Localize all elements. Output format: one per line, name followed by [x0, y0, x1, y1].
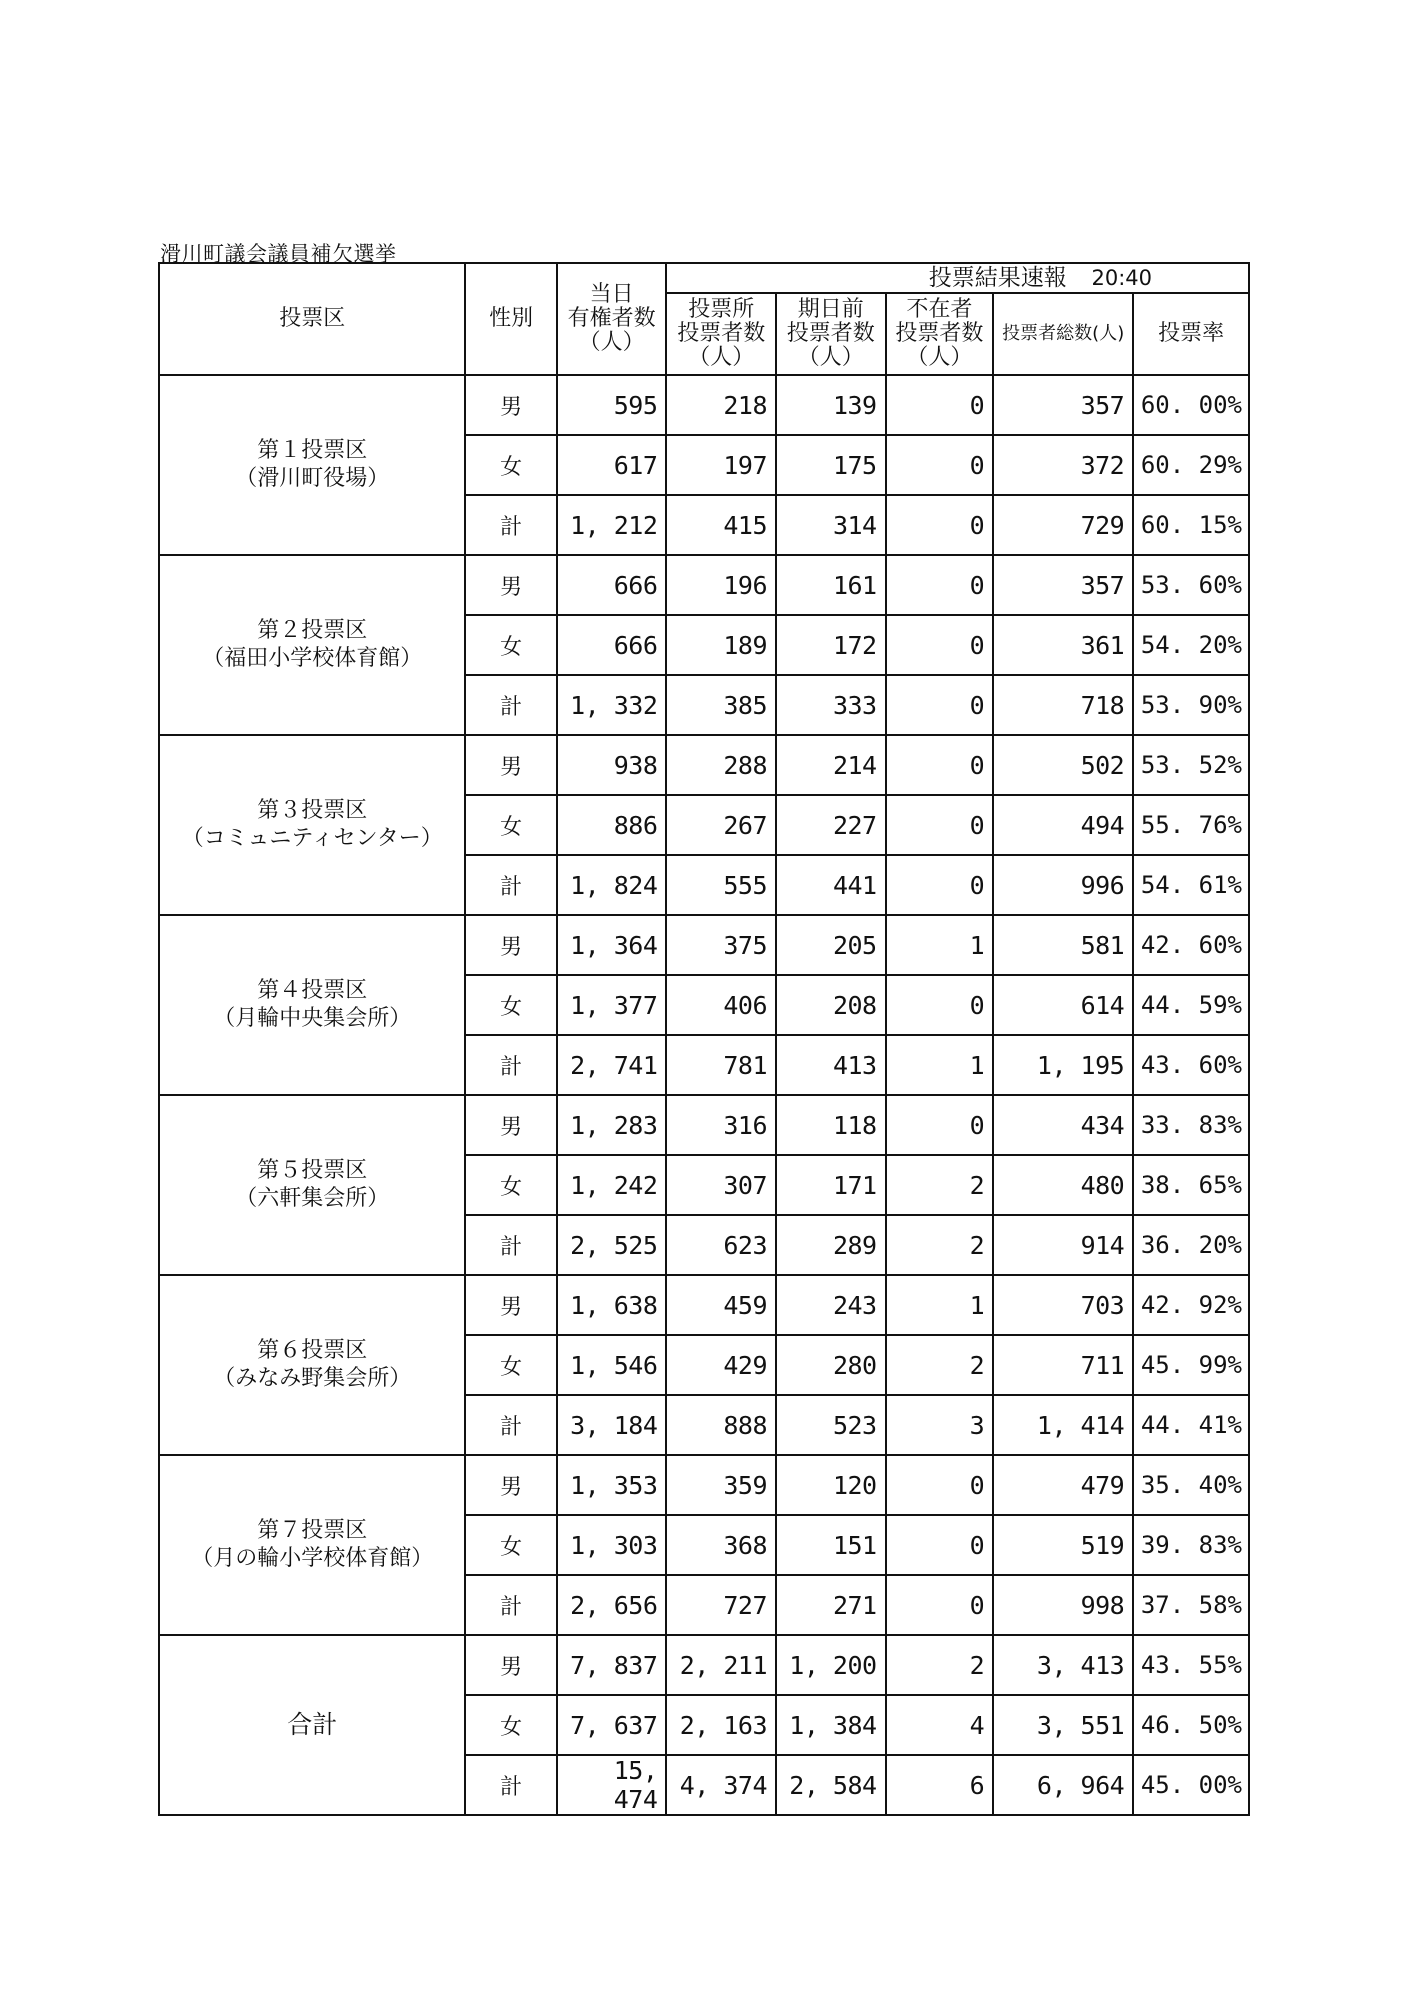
header-early-line3: （人） [797, 345, 864, 370]
early-cell: 1, 384 [776, 1695, 886, 1755]
district-name: 第４投票区 [257, 978, 368, 1003]
total-cell: 502 [993, 735, 1133, 795]
sex-cell: 計 [465, 855, 556, 915]
polling-cell: 781 [666, 1035, 776, 1095]
absentee-cell: 0 [886, 975, 994, 1035]
polling-cell: 267 [666, 795, 776, 855]
total-cell: 357 [993, 555, 1133, 615]
total-cell: 494 [993, 795, 1133, 855]
polling-cell: 415 [666, 495, 776, 555]
absentee-cell: 0 [886, 1455, 994, 1515]
total-cell: 1, 414 [993, 1395, 1133, 1455]
header-polling [666, 293, 776, 375]
absentee-cell: 1 [886, 915, 994, 975]
rate-cell: 33. 83% [1133, 1095, 1249, 1155]
early-cell: 175 [776, 435, 886, 495]
district-name: 第５投票区 [257, 1158, 368, 1183]
total-cell: 372 [993, 435, 1133, 495]
rate-cell: 37. 58% [1133, 1575, 1249, 1635]
district-name-cell [159, 735, 465, 915]
polling-cell: 2, 211 [666, 1635, 776, 1695]
district-name: 第７投票区 [257, 1518, 368, 1543]
district-name: 第１投票区 [257, 438, 368, 463]
eligible-cell: 1, 364 [557, 915, 667, 975]
total-cell: 729 [993, 495, 1133, 555]
rate-cell: 60. 29% [1133, 435, 1249, 495]
early-cell: 2, 584 [776, 1755, 886, 1815]
results-table [158, 262, 1250, 1816]
rate-cell: 42. 92% [1133, 1275, 1249, 1335]
early-cell: 333 [776, 675, 886, 735]
absentee-cell: 4 [886, 1695, 994, 1755]
sex-cell: 計 [465, 1395, 556, 1455]
sex-cell: 計 [465, 1215, 556, 1275]
absentee-cell: 1 [886, 1035, 994, 1095]
total-cell: 996 [993, 855, 1133, 915]
document-title: 滑川町議会議員補欠選挙 [160, 242, 397, 266]
header-early-line1: 期日前 [797, 297, 864, 322]
total-cell: 480 [993, 1155, 1133, 1215]
eligible-cell: 1, 546 [557, 1335, 667, 1395]
sex-cell: 男 [465, 1635, 556, 1695]
table-row [159, 735, 1249, 795]
early-cell: 171 [776, 1155, 886, 1215]
district-name-cell [159, 1455, 465, 1635]
header-district: 投票区 [159, 263, 465, 375]
early-cell: 243 [776, 1275, 886, 1335]
table-row [159, 1095, 1249, 1155]
eligible-cell: 1, 242 [557, 1155, 667, 1215]
banner-label: 投票結果速報 [928, 265, 1067, 291]
rate-cell: 45. 00% [1133, 1755, 1249, 1815]
polling-cell: 727 [666, 1575, 776, 1635]
district-name-cell [159, 375, 465, 555]
district-name-cell [159, 1095, 465, 1275]
rate-cell: 60. 15% [1133, 495, 1249, 555]
district-place: （六軒集会所） [235, 1186, 390, 1211]
district-place: （月輪中央集会所） [213, 1006, 412, 1031]
header-early-line2: 投票者数 [786, 321, 875, 346]
eligible-cell: 595 [557, 375, 667, 435]
absentee-cell: 0 [886, 435, 994, 495]
district-place: （みなみ野集会所） [213, 1366, 412, 1391]
total-cell: 718 [993, 675, 1133, 735]
sex-cell: 男 [465, 375, 556, 435]
early-cell: 413 [776, 1035, 886, 1095]
early-cell: 139 [776, 375, 886, 435]
absentee-cell: 0 [886, 615, 994, 675]
eligible-cell: 1, 332 [557, 675, 667, 735]
eligible-cell: 1, 638 [557, 1275, 667, 1335]
sex-cell: 女 [465, 435, 556, 495]
early-cell: 161 [776, 555, 886, 615]
results-body [159, 375, 1249, 1815]
polling-cell: 368 [666, 1515, 776, 1575]
absentee-cell: 2 [886, 1155, 994, 1215]
banner-time: 20:40 [1091, 266, 1152, 290]
absentee-cell: 2 [886, 1215, 994, 1275]
early-cell: 205 [776, 915, 886, 975]
early-cell: 120 [776, 1455, 886, 1515]
header-eligible-line1: 当日 [589, 282, 634, 307]
absentee-cell: 0 [886, 555, 994, 615]
polling-cell: 316 [666, 1095, 776, 1155]
polling-cell: 385 [666, 675, 776, 735]
sex-cell: 男 [465, 1275, 556, 1335]
district-place: （コミュニティセンター） [181, 826, 443, 851]
sex-cell: 女 [465, 615, 556, 675]
table-row [159, 1455, 1249, 1515]
polling-cell: 288 [666, 735, 776, 795]
eligible-cell: 1, 353 [557, 1455, 667, 1515]
sex-cell: 女 [465, 795, 556, 855]
rate-cell: 53. 90% [1133, 675, 1249, 735]
sex-cell: 男 [465, 915, 556, 975]
sex-cell: 計 [465, 1755, 556, 1815]
early-cell: 289 [776, 1215, 886, 1275]
sex-cell: 女 [465, 1335, 556, 1395]
table-row [159, 375, 1249, 435]
eligible-cell: 2, 525 [557, 1215, 667, 1275]
table-row [159, 1635, 1249, 1695]
early-cell: 227 [776, 795, 886, 855]
sex-cell: 男 [465, 1455, 556, 1515]
rate-cell: 35. 40% [1133, 1455, 1249, 1515]
absentee-cell: 0 [886, 495, 994, 555]
total-cell: 361 [993, 615, 1133, 675]
eligible-cell: 2, 741 [557, 1035, 667, 1095]
eligible-cell: 7, 837 [557, 1635, 667, 1695]
header-polling-line1: 投票所 [688, 297, 755, 322]
sex-cell: 男 [465, 555, 556, 615]
header-polling-line3: （人） [688, 345, 755, 370]
total-cell: 6, 964 [993, 1755, 1133, 1815]
total-cell: 3, 413 [993, 1635, 1133, 1695]
polling-cell: 406 [666, 975, 776, 1035]
polling-cell: 888 [666, 1395, 776, 1455]
header-rate: 投票率 [1133, 293, 1249, 375]
eligible-cell: 15, 474 [557, 1755, 667, 1815]
polling-cell: 359 [666, 1455, 776, 1515]
rate-cell: 45. 99% [1133, 1335, 1249, 1395]
rate-cell: 53. 60% [1133, 555, 1249, 615]
eligible-cell: 2, 656 [557, 1575, 667, 1635]
rate-cell: 42. 60% [1133, 915, 1249, 975]
early-cell: 271 [776, 1575, 886, 1635]
header-sex: 性別 [465, 263, 556, 375]
rate-cell: 43. 55% [1133, 1635, 1249, 1695]
total-cell: 1, 195 [993, 1035, 1133, 1095]
total-cell: 614 [993, 975, 1133, 1035]
early-cell: 214 [776, 735, 886, 795]
rate-cell: 46. 50% [1133, 1695, 1249, 1755]
polling-cell: 459 [666, 1275, 776, 1335]
district-place: （滑川町役場） [235, 466, 390, 491]
total-cell: 357 [993, 375, 1133, 435]
polling-cell: 623 [666, 1215, 776, 1275]
polling-cell: 189 [666, 615, 776, 675]
header-absentee-line2: 投票者数 [895, 321, 984, 346]
rate-cell: 39. 83% [1133, 1515, 1249, 1575]
header-absentee-line1: 不在者 [906, 297, 973, 322]
total-cell: 998 [993, 1575, 1133, 1635]
rate-cell: 54. 20% [1133, 615, 1249, 675]
rate-cell: 44. 59% [1133, 975, 1249, 1035]
header-early [776, 293, 886, 375]
header-eligible [557, 263, 667, 375]
absentee-cell: 0 [886, 1515, 994, 1575]
polling-cell: 429 [666, 1335, 776, 1395]
rate-cell: 43. 60% [1133, 1035, 1249, 1095]
total-cell: 711 [993, 1335, 1133, 1395]
absentee-cell: 0 [886, 1095, 994, 1155]
header-total-voters: 投票者総数(人) [993, 293, 1133, 375]
district-name-cell [159, 915, 465, 1095]
rate-cell: 55. 76% [1133, 795, 1249, 855]
sex-cell: 女 [465, 975, 556, 1035]
absentee-cell: 0 [886, 1575, 994, 1635]
sex-cell: 計 [465, 675, 556, 735]
rate-cell: 54. 61% [1133, 855, 1249, 915]
rate-cell: 38. 65% [1133, 1155, 1249, 1215]
sex-cell: 女 [465, 1515, 556, 1575]
rate-cell: 44. 41% [1133, 1395, 1249, 1455]
district-name-cell [159, 555, 465, 735]
header-banner [666, 263, 1249, 293]
table-row [159, 555, 1249, 615]
header-eligible-line2: 有権者数 [567, 306, 656, 331]
table-row [159, 1275, 1249, 1335]
absentee-cell: 6 [886, 1755, 994, 1815]
district-name: 第２投票区 [257, 618, 368, 643]
sex-cell: 女 [465, 1695, 556, 1755]
absentee-cell: 2 [886, 1635, 994, 1695]
eligible-cell: 1, 212 [557, 495, 667, 555]
eligible-cell: 3, 184 [557, 1395, 667, 1455]
polling-cell: 307 [666, 1155, 776, 1215]
sex-cell: 計 [465, 1035, 556, 1095]
eligible-cell: 1, 303 [557, 1515, 667, 1575]
district-name: 合計 [287, 1710, 338, 1739]
header-absentee-line3: （人） [906, 345, 973, 370]
total-cell: 581 [993, 915, 1133, 975]
total-cell: 434 [993, 1095, 1133, 1155]
early-cell: 314 [776, 495, 886, 555]
total-cell: 3, 551 [993, 1695, 1133, 1755]
absentee-cell: 0 [886, 795, 994, 855]
sex-cell: 男 [465, 735, 556, 795]
early-cell: 1, 200 [776, 1635, 886, 1695]
eligible-cell: 1, 377 [557, 975, 667, 1035]
polling-cell: 555 [666, 855, 776, 915]
district-name: 第６投票区 [257, 1338, 368, 1363]
early-cell: 441 [776, 855, 886, 915]
header-absentee [886, 293, 994, 375]
absentee-cell: 1 [886, 1275, 994, 1335]
header-eligible-line3: （人） [578, 330, 645, 355]
total-cell: 703 [993, 1275, 1133, 1335]
absentee-cell: 0 [886, 855, 994, 915]
polling-cell: 218 [666, 375, 776, 435]
district-name-cell [159, 1275, 465, 1455]
eligible-cell: 666 [557, 615, 667, 675]
rate-cell: 36. 20% [1133, 1215, 1249, 1275]
absentee-cell: 2 [886, 1335, 994, 1395]
absentee-cell: 0 [886, 675, 994, 735]
eligible-cell: 7, 637 [557, 1695, 667, 1755]
polling-cell: 375 [666, 915, 776, 975]
eligible-cell: 617 [557, 435, 667, 495]
district-name: 第３投票区 [257, 798, 368, 823]
district-place: （福田小学校体育館） [202, 646, 423, 671]
early-cell: 172 [776, 615, 886, 675]
eligible-cell: 666 [557, 555, 667, 615]
district-name-cell [159, 1635, 465, 1815]
eligible-cell: 886 [557, 795, 667, 855]
sex-cell: 計 [465, 1575, 556, 1635]
sex-cell: 女 [465, 1155, 556, 1215]
sex-cell: 計 [465, 495, 556, 555]
early-cell: 208 [776, 975, 886, 1035]
eligible-cell: 1, 824 [557, 855, 667, 915]
polling-cell: 197 [666, 435, 776, 495]
total-cell: 479 [993, 1455, 1133, 1515]
rate-cell: 60. 00% [1133, 375, 1249, 435]
total-cell: 914 [993, 1215, 1133, 1275]
table-row [159, 915, 1249, 975]
sex-cell: 男 [465, 1095, 556, 1155]
polling-cell: 2, 163 [666, 1695, 776, 1755]
early-cell: 523 [776, 1395, 886, 1455]
header-polling-line2: 投票者数 [677, 321, 766, 346]
eligible-cell: 938 [557, 735, 667, 795]
total-cell: 519 [993, 1515, 1133, 1575]
eligible-cell: 1, 283 [557, 1095, 667, 1155]
district-place: （月の輪小学校体育館） [191, 1546, 434, 1571]
polling-cell: 196 [666, 555, 776, 615]
absentee-cell: 0 [886, 375, 994, 435]
header-row-1 [159, 263, 1249, 293]
early-cell: 280 [776, 1335, 886, 1395]
absentee-cell: 0 [886, 735, 994, 795]
early-cell: 118 [776, 1095, 886, 1155]
absentee-cell: 3 [886, 1395, 994, 1455]
rate-cell: 53. 52% [1133, 735, 1249, 795]
polling-cell: 4, 374 [666, 1755, 776, 1815]
early-cell: 151 [776, 1515, 886, 1575]
